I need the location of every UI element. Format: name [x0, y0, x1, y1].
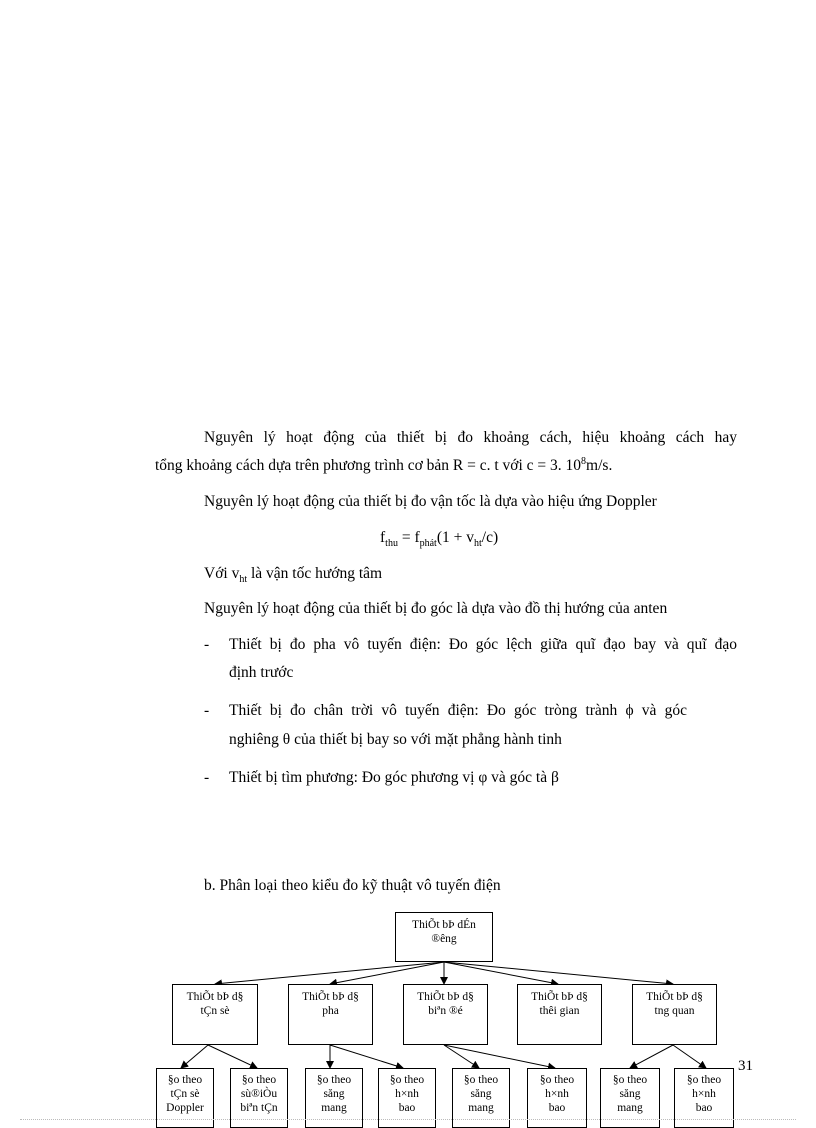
leaf-line: bao [548, 1102, 566, 1114]
bullet-dash-2: - [204, 702, 210, 719]
box-line: tÇn sè [200, 1005, 230, 1017]
formula-mid: (1 + v [436, 529, 474, 546]
formula-end: /c) [481, 529, 499, 546]
formula-f: f [380, 529, 386, 546]
leaf-line: §o theo [389, 1074, 425, 1086]
bullet-dash-3: - [204, 769, 210, 786]
leaf-line: §o theo [612, 1074, 648, 1086]
leaf-line: săng [323, 1088, 345, 1100]
box-line: ThiÕt bÞ d§ [186, 991, 244, 1003]
root-line-1: ThiÕt bÞ dÉn [412, 919, 476, 931]
leaf-line: Doppler [166, 1102, 204, 1114]
leaf-line: h×nh [395, 1088, 419, 1100]
leaf-line: tÇn sè [170, 1088, 200, 1100]
bullet-3-line-1: Thiết bị tìm phương: Đo góc phương vị φ và góc tà β [229, 769, 559, 786]
exponent: 8 [581, 456, 587, 467]
page-bottom-edge [20, 1119, 796, 1121]
leaf-line: §o theo [241, 1074, 277, 1086]
arrow-root-to-frequency [215, 962, 444, 984]
box-line: ThiÕt bÞ d§ [531, 991, 588, 1003]
formula-eq: = f [397, 529, 420, 546]
leaf-line: h×nh [692, 1088, 716, 1100]
leaf-line: §o theo [316, 1074, 352, 1086]
leaf-line: §o theo [167, 1074, 203, 1086]
arrow-root-to-correlation [444, 962, 673, 984]
box-line: thêi gian [539, 1005, 580, 1017]
p3-text: Với v [204, 565, 240, 582]
leaf-line: §o theo [539, 1074, 575, 1086]
p1-line2-text: tổng khoảng cách dựa trên phương trình cơ bản R = c. t với c = 3. 10 [155, 457, 582, 474]
section-heading: b. Phân loại theo kiểu đo kỹ thuật vô tuyến điện [204, 877, 501, 894]
arrow-freq-doppler [181, 1045, 208, 1068]
leaf-line: săng [470, 1088, 492, 1100]
arrow-root-to-time [444, 962, 558, 984]
arrow-freq-fm [208, 1045, 257, 1068]
p3-text-post: là vận tốc hướng tâm [247, 565, 383, 582]
paragraph-2: Nguyên lý hoạt động của thiết bị đo vận tốc là dựa vào hiệu ứng Doppler [204, 493, 657, 510]
paragraph-1-line-1: Nguyên lý hoạt động của thiết bị đo khoảng cách, hiệu khoảng cách hay [204, 429, 737, 446]
box-line: ThiÕt bÞ d§ [646, 991, 703, 1003]
leaf-line: h×nh [545, 1088, 569, 1100]
bullet-2-line-1: Thiết bị đo chân trời vô tuyến điện: Đo góc tròng trành ϕ và góc [229, 702, 687, 719]
leaf-line: mang [617, 1102, 643, 1114]
paragraph-4: Nguyên lý hoạt động của thiết bị đo góc là dựa vào đồ thị hướng của anten [204, 600, 668, 617]
formula-sub-thu: thu [385, 538, 398, 549]
leaf-line: săng [619, 1088, 641, 1100]
box-line: tng quan [654, 1005, 695, 1017]
leaf-line: sù®iÒu [240, 1088, 278, 1100]
leaf-line: bao [695, 1102, 713, 1114]
bullet-dash-1: - [204, 636, 210, 653]
formula-sub-phat: phát [419, 538, 437, 549]
bullet-1-line-1: Thiết bị đo pha vô tuyến điện: Đo góc lệch giữa quĩ đạo bay và quĩ đạo [229, 636, 737, 653]
p1-line2-unit: m/s. [586, 457, 613, 474]
bullet-2-line-2: nghiêng θ của thiết bị bay so với mặt phẳng hành tinh [229, 731, 562, 748]
box-line: ThiÕt bÞ d§ [417, 991, 474, 1003]
formula-sub-ht: ht [473, 538, 482, 549]
leaf-line: §o theo [686, 1074, 722, 1086]
p3-sub: ht [239, 574, 248, 585]
leaf-line: biªn tÇn [240, 1102, 278, 1114]
bullet-1-line-2: định trước [229, 664, 294, 681]
box-line: ThiÕt bÞ d§ [302, 991, 359, 1003]
diagram-box-correlation [632, 984, 717, 1045]
arrow-corr-carrier [630, 1045, 673, 1068]
arrow-corr-envelope [673, 1045, 706, 1068]
arrow-root-to-phase [330, 962, 444, 984]
page-number: 31 [738, 1058, 753, 1074]
leaf-line: mang [468, 1102, 494, 1114]
diagram-box-phase [288, 984, 373, 1045]
box-line: biªn ®é [428, 1005, 463, 1017]
box-line: pha [322, 1005, 339, 1017]
leaf-line: bao [398, 1102, 416, 1114]
diagram-box-amplitude [403, 984, 488, 1045]
diagram-box-time [517, 984, 602, 1045]
root-line-2: ®êng [431, 933, 457, 945]
leaf-line: §o theo [463, 1074, 499, 1086]
leaf-line: mang [321, 1102, 347, 1114]
diagram-box-frequency [172, 984, 258, 1045]
arrow-phase-envelope [330, 1045, 403, 1068]
diagram-root-box [395, 912, 493, 962]
